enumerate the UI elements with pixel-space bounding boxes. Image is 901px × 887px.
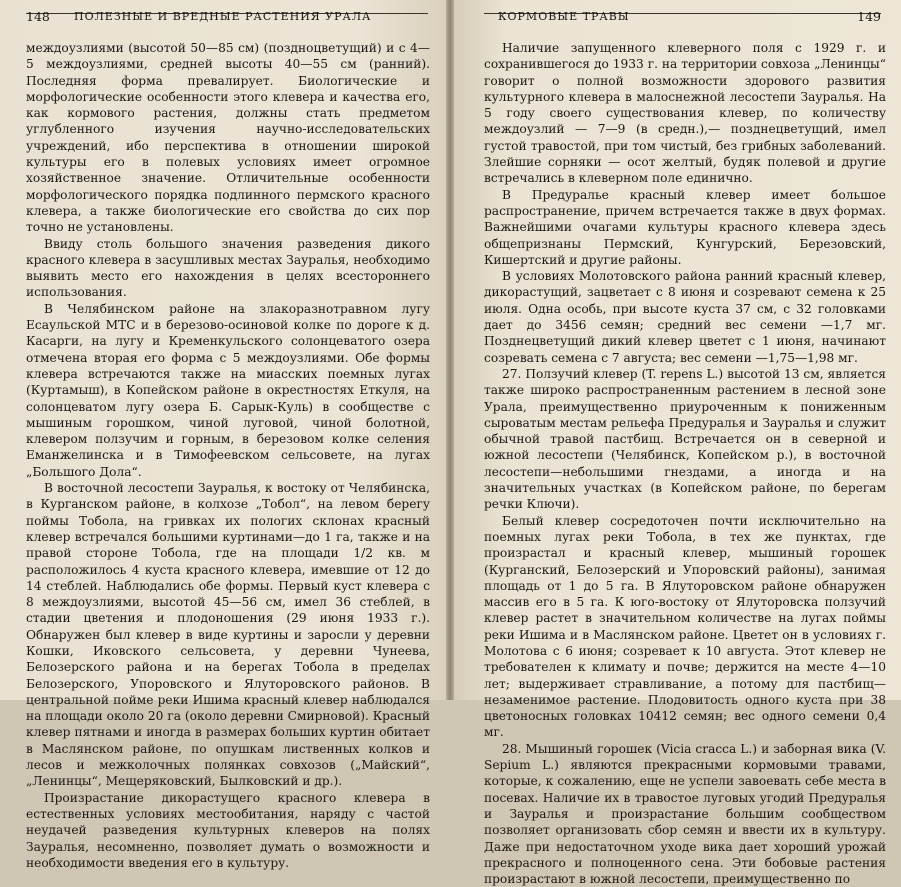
left-page-header [26,9,428,24]
right-page-text [484,40,886,887]
left-running-head: ПОЛЕЗНЫЕ И ВРЕДНЫЕ РАСТЕНИЯ УРАЛА [74,10,372,23]
left-page-text [26,40,430,871]
paragraph: Наличие запущенного клеверного поля с 1929 г. и сохранившегося до 1933 г. на территории совхоза „Ленинцы“ говорит о полной возможности здорового развития культурного клевера в малоснежной лесостепи Зауралья. На 5 году своего существования клевер, по количеству междоузлий — 7—9 (в средн.),— позднецветущий, имел густой травостой, при том чистый, без грибных заболеваний. Злейшие сорняки — осот желтый, будяк полевой и другие встречались в клеверном поле единично. [484,41,886,186]
paragraph: Ввиду столь большого значения разведения дикого красного клевера в засушливых местах Зауралья, необходимо выявить место его нахождения в целях всестороннего использования. [26,236,430,300]
paragraph: Белый клевер сосредоточен почти исключительно на поемных лугах реки Тобола, в тех же пунктах, где произрастал и красный клевер, мышиный горошек (Курганский, Белозерский и Упоровский районы), занимая площадь от 1 до 5 га. В Ялуторовском районе обнаружен массив его в 5 га. К юго-востоку от Ялуторовска ползучий клевер растет в значительном количестве на лугах поймы реки Ишима и в Маслянском районе. Цветет он в условиях г. Молотова с 6 июня; созревает к 10 августа. Этот клевер не требователен к климату и почве; держится на месте 4—10 лет; выдерживает стравливание, а потому для пастбищ—незаменимое растение. Плодовитость одного куста при 38 цветоносных головках 10412 семян; вес одного семени 0,4 мг. [484,513,886,740]
paragraph: В восточной лесостепи Зауралья, к востоку от Челябинска, в Курганском районе, в колхозе „Тобол“, на левом берегу поймы Тобола, на гривках их пологих склонах красный клевер встречался большими куртинами—до 1 га, также и на правой стороне Тобола, где на площади 1/2 кв. м расположилось 4 куста красного клевера, имевшие от 12 до 14 стеблей. Наблюдались обе формы. Первый куст клевера с 8 междоузлиями, высотой 45—56 см, имел 36 стеблей, в стадии цветения и плодоношения (29 июня 1933 г.). Обнаружен был клевер в виде куртины и заросли у деревни Кошки, Иковского сельсовета, у деревни Чунеева, Белозерского района и на берегах Тобола в пределах Белозерского, Упоровского и Ялуторовского районов. В центральной пойме реки Ишима красный клевер наблюдался на площади около 20 га (около деревни Смирновой). Красный клевер пятнами и иногда в размерах больших куртин обитает в Маслянском районе, по опушкам лиственных колков и лесов и межколочных полянках совхозов („Майский“, „Ленинцы“, Мещеряковский, Былковский и др.). [26,481,430,789]
right-page [454,0,901,887]
paragraph: В Челябинском районе на злакоразнотравном лугу Есаульской МТС и в березово-осиновой колке по дороге к д. Касарги, на лугу и Кременкульского солонцеватого озера отмечена вторая его форма с 5 междоузлиями. Обе формы клевера встречаются также на миасских поемных лугах (Куртамыш), в Копейском районе в окрестностях Еткуля, на солонцеватом лугу озера Б. Сарык-Куль) в сообществе с мышиным горошком, чиной луговой, чиной болотной, клевером ползучим и горным, в березовом колке селения Еманжелинска и в Тимофеевском сельсовете, на лугах „Большого Дола“. [26,301,430,479]
paragraph: 27. Ползучий клевер (T. repens L.) высотой 13 см, является также широко распространенным растением в лесной зоне Урала, преимущественно приуроченным к пониженным сыроватым местам рельефа Предуралья и Зауралья и служит обычной травой пастбищ. Встречается он в северной и южной лесостепи (Челябинск, Копейском р.), в восточной лесостепи—небольшими гнездами, а иногда и на значительных участках (в Копейском районе, по берегам речки Ключи). [484,366,886,512]
book-gutter [446,0,454,700]
paragraph: междоузлиями (высотой 50—85 см) (поздноцветущий) и с 4—5 междоузлиями, средней высоты 40—55 см (ранний). Последняя форма превалирует. Биологические и морфологические особенности этого клевера и качества его, как кормового растения, должны стать предметом углубленного изучения научно-исследовательских учреждений, ибо перспектива в отношении широкой культуры его в полевых условиях имеет огромное хозяйственное значение. Отличительные особенности морфологического порядка подлинного пермского красного клевера, а также биологические его свойства до сих пор точно не установлены. [26,41,430,235]
right-page-header [484,9,881,24]
left-page-number: 148 [26,9,50,24]
paragraph: В Предуралье красный клевер имеет большое распространение, причем встречается также в двух формах. Важнейшими очагами культуры красного клевера здесь общепризнаны Пермский, Кунгурский, Березовский, Кишертский и другие районы. [484,187,886,267]
right-running-head: КОРМОВЫЕ ТРАВЫ [498,10,630,23]
right-page-number: 149 [857,9,881,24]
paragraph: Произрастание дикорастущего красного клевера в естественных условиях местообитания, наряду с частой неудачей разведения культурных клеверов на полях Зауралья, несомненно, позволяет думать о возможности и необходимости введения его в культуру. [26,790,430,870]
left-page [0,0,446,870]
paragraph: 28. Мышиный горошек (Vicia cracca L.) и заборная вика (V. Sepium L.) являются прекрасными кормовыми травами, которые, к сожалению, еще не успели завоевать себе места в посевах. Наличие их в травостое луговых угодий Предуралья и Зауралья и произрастание большим сообществом позволяет организовать сбор семян и ввести их в культуру. Даже при недостаточном уходе вика дает хороший урожай прекрасного и полноценного сена. Эти бобовые растения произрастают в южной лесостепи, преимущественно по [484,741,886,887]
paragraph: В условиях Молотовского района ранний красный клевер, дикорастущий, зацветает с 8 июня и созревают семена к 25 июля. Одна особь, при высоте куста 37 см, с 32 головками дает до 3456 семян; средний вес семени —1,7 мг. Позднецветущий дикий клевер цветет с 1 июня, начинают созревать семена с 7 августа; вес семени —1,75—1,98 мг. [484,269,886,365]
